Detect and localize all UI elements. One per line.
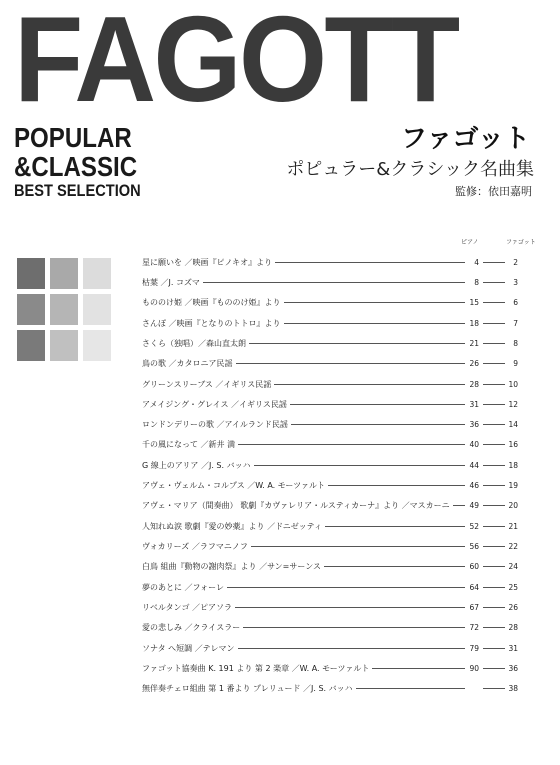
fagott-page: 31: [508, 643, 518, 653]
piano-page: 8: [474, 277, 479, 287]
toc-row: [142, 313, 518, 333]
toc-title: さくら（独唱）／森山直太朗: [142, 338, 246, 348]
toc-row: [142, 435, 518, 455]
fagott-page: 26: [508, 602, 518, 612]
leader-line: [227, 587, 465, 588]
piano-page: 40: [469, 440, 479, 450]
toc-row: [142, 597, 518, 617]
leader-line: [483, 302, 505, 303]
toc-row: [142, 577, 518, 597]
fagott-page: 19: [508, 481, 518, 491]
leader-line: [483, 627, 505, 628]
piano-page: 90: [469, 663, 479, 673]
leader-line: [483, 688, 505, 689]
toc-title: 白鳥 組曲『動物の謝肉祭』より ／サン=サーンス: [142, 562, 321, 572]
piano-page: 46: [469, 481, 479, 491]
grid-square: [17, 330, 45, 361]
leader-line: [483, 343, 505, 344]
leader-line: [483, 465, 505, 466]
toc-title: ソナタ へ短調 ／テレマン: [142, 643, 235, 653]
toc-row: [142, 374, 518, 394]
toc-row: [142, 638, 518, 658]
leader-line: [372, 668, 465, 669]
piano-page: 21: [469, 338, 479, 348]
subtitle-classic: &CLASSIC: [14, 151, 138, 182]
piano-page: 79: [469, 643, 479, 653]
leader-line: [235, 607, 465, 608]
toc-row: [142, 496, 518, 516]
piano-page: 49: [469, 501, 479, 511]
grid-square: [83, 258, 111, 289]
grid-square: [50, 258, 78, 289]
leader-line: [483, 323, 505, 324]
fagott-page: 2: [513, 257, 518, 267]
leader-line: [284, 323, 465, 324]
piano-page: 36: [469, 420, 479, 430]
fagott-page: 20: [508, 501, 518, 511]
toc-title: 愛の悲しみ ／クライスラー: [142, 623, 241, 633]
toc-title: 夢のあとに ／フォーレ: [142, 582, 224, 592]
toc-row: [142, 455, 518, 475]
leader-line: [453, 505, 465, 506]
piano-page: 64: [469, 582, 479, 592]
fagott-page: 18: [508, 460, 518, 470]
grid-square: [50, 294, 78, 325]
toc-title: 無伴奏チェロ組曲 第 1 番より プレリュード ／J. S. バッハ: [142, 684, 353, 694]
jp-title: ファゴット: [401, 124, 530, 154]
toc-title: ロンドンデリーの歌 ／アイルランド民謡: [142, 420, 288, 430]
leader-line: [356, 688, 465, 689]
toc-row: [142, 618, 518, 638]
fagott-page: 21: [508, 521, 518, 531]
fagott-page: 8: [513, 338, 518, 348]
toc-title: もののけ姫 ／映画『もののけ姫』より: [142, 298, 281, 308]
toc-row: [142, 354, 518, 374]
leader-line: [251, 546, 465, 547]
piano-page: 28: [469, 379, 479, 389]
toc-row: [142, 679, 518, 699]
piano-page: 56: [469, 542, 479, 552]
leader-line: [328, 485, 465, 486]
fagott-page: 38: [508, 684, 518, 694]
leader-line: [483, 363, 505, 364]
toc-title: さんぽ ／映画『となりのトトロ』より: [142, 318, 281, 328]
piano-page: 72: [469, 623, 479, 633]
fagott-page: 6: [513, 298, 518, 308]
toc-title: 星に願いを ／映画『ピノキオ』より: [142, 257, 273, 267]
leader-line: [483, 404, 505, 405]
leader-line: [275, 262, 465, 263]
toc-title: ファゴット協奏曲 K. 191 より 第 2 楽章 ／W. A. モーツァルト: [142, 663, 370, 673]
piano-page: 31: [469, 399, 479, 409]
toc-title: グリーンスリーブス ／イギリス民謡: [142, 379, 272, 389]
piano-page: 67: [469, 602, 479, 612]
leader-line: [483, 587, 505, 588]
toc-row: [142, 536, 518, 556]
toc-title: アメイジング・グレイス ／イギリス民謡: [142, 399, 287, 409]
toc-row: [142, 516, 518, 536]
fagott-page: 28: [508, 623, 518, 633]
fagott-page: 14: [508, 420, 518, 430]
column-header-fagott: ファゴット: [506, 239, 536, 246]
toc-title: アヴェ・ヴェルム・コルプス ／W. A. モーツァルト: [142, 481, 326, 491]
grid-square: [17, 258, 45, 289]
grid-square: [17, 294, 45, 325]
leader-line: [254, 465, 465, 466]
toc-row: [142, 394, 518, 414]
leader-line: [483, 444, 505, 445]
leader-line: [483, 668, 505, 669]
grid-square: [50, 330, 78, 361]
toc-row: [142, 557, 518, 577]
leader-line: [483, 607, 505, 608]
decorative-square-grid: [17, 258, 111, 362]
toc-row: [142, 475, 518, 495]
toc-row: [142, 658, 518, 678]
piano-page: 26: [469, 359, 479, 369]
fagott-page: 16: [508, 440, 518, 450]
piano-page: 52: [469, 521, 479, 531]
table-of-contents: [142, 252, 518, 699]
jp-subtitle: ポピュラー&クラシック名曲集: [286, 159, 534, 180]
main-title: FAGOTT: [14, 0, 458, 127]
fagott-page: 7: [513, 318, 518, 328]
leader-line: [238, 648, 465, 649]
leader-line: [243, 627, 465, 628]
leader-line: [483, 648, 505, 649]
piano-page: 4: [474, 257, 479, 267]
fagott-page: 25: [508, 582, 518, 592]
fagott-page: 3: [513, 277, 518, 287]
leader-line: [324, 566, 465, 567]
piano-page: 18: [469, 318, 479, 328]
fagott-page: 12: [508, 399, 518, 409]
toc-row: [142, 293, 518, 313]
leader-line: [483, 282, 505, 283]
toc-row: [142, 415, 518, 435]
leader-line: [249, 343, 465, 344]
piano-page: 44: [469, 460, 479, 470]
piano-page: 15: [469, 298, 479, 308]
leader-line: [284, 302, 465, 303]
toc-title: 千の風になって ／新井 満: [142, 440, 236, 450]
leader-line: [236, 363, 465, 364]
toc-title: ヴォカリーズ ／ラフマニノフ: [142, 542, 248, 552]
leader-line: [483, 384, 505, 385]
column-header-piano: ピアノ: [461, 239, 479, 246]
leader-line: [483, 262, 505, 263]
leader-line: [203, 282, 465, 283]
grid-square: [83, 330, 111, 361]
toc-row: [142, 272, 518, 292]
leader-line: [483, 505, 505, 506]
fagott-page: 36: [508, 663, 518, 673]
leader-line: [274, 384, 465, 385]
toc-title: リベルタンゴ ／ピアソラ: [142, 602, 233, 612]
piano-page: 60: [469, 562, 479, 572]
toc-title: アヴェ・マリア（間奏曲） 歌劇『カヴァレリア・ルスティカーナ』より ／マスカーニ: [142, 501, 450, 511]
toc-title: 鳥の歌 ／カタロニア民謡: [142, 359, 233, 369]
toc-row: [142, 252, 518, 272]
leader-line: [325, 526, 465, 527]
leader-line: [483, 546, 505, 547]
toc-row: [142, 333, 518, 353]
fagott-page: 22: [508, 542, 518, 552]
leader-line: [483, 424, 505, 425]
leader-line: [483, 526, 505, 527]
subtitle-best-selection: BEST SELECTION: [14, 181, 141, 200]
subtitle-popular: POPULAR: [14, 122, 132, 153]
toc-title: 枯葉 ／J. コズマ: [142, 277, 200, 287]
grid-square: [83, 294, 111, 325]
editor-credit: 監修：依田嘉明: [455, 185, 532, 198]
fagott-page: 9: [513, 359, 518, 369]
leader-line: [483, 485, 505, 486]
leader-line: [290, 404, 465, 405]
leader-line: [291, 424, 465, 425]
fagott-page: 24: [508, 562, 518, 572]
leader-line: [483, 566, 505, 567]
leader-line: [238, 444, 465, 445]
toc-title: 人知れぬ涙 歌劇『愛の妙薬』より ／ドニゼッティ: [142, 521, 322, 531]
fagott-page: 10: [508, 379, 518, 389]
toc-title: G 線上のアリア ／J. S. バッハ: [142, 460, 251, 470]
